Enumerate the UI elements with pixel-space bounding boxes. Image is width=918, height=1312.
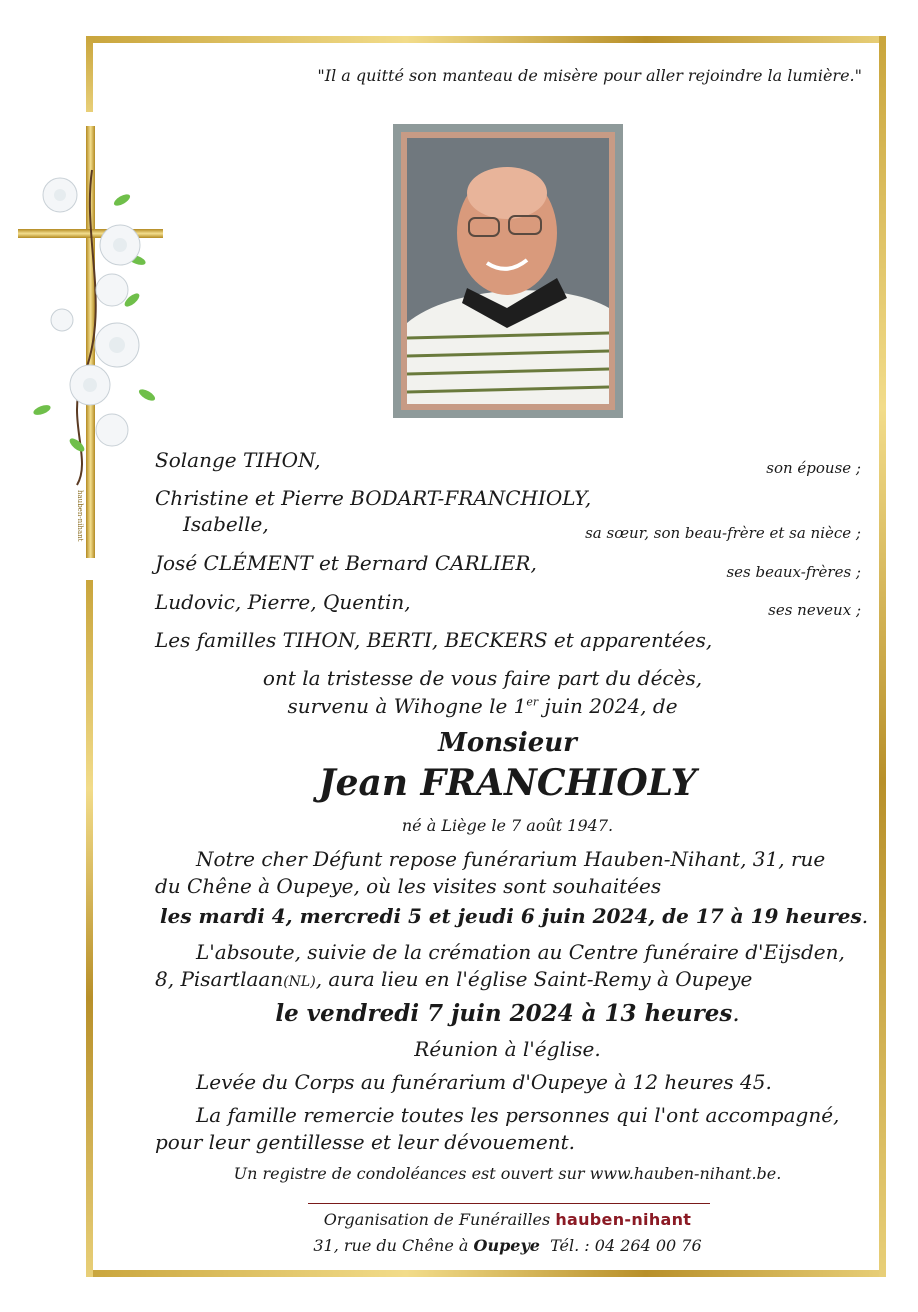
family-relation: ses neveux ; <box>768 601 861 619</box>
announce-line: survenu à Wihogne le 1er juin 2024, de <box>287 694 678 718</box>
family-line: Solange TIHON, <box>155 448 321 472</box>
ceremony-line: L'absoute, suivie de la crémation au Centre funéraire d'Eijsden, <box>196 940 845 964</box>
rest-line: du Chêne à Oupeye, où les visites sont souhaitées <box>155 874 662 898</box>
family-line: Isabelle, <box>183 512 269 536</box>
flowers-icon <box>22 160 162 490</box>
thanks-line: pour leur gentillesse et leur dévouement. <box>155 1130 576 1154</box>
frame-top-border <box>86 36 886 43</box>
family-relation: sa sœur, son beau-frère et sa nièce ; <box>585 524 861 542</box>
portrait-photo <box>407 138 609 404</box>
ceremony-date: le vendredi 7 juin 2024 à 13 heures. <box>275 1000 740 1027</box>
family-relation: son épouse ; <box>766 459 861 477</box>
frame-bottom-border <box>86 1270 886 1277</box>
meeting-note: Réunion à l'église. <box>414 1037 601 1061</box>
family-line: Ludovic, Pierre, Quentin, <box>155 590 411 614</box>
footer-address: 31, rue du Chêne à Oupeye Tél. : 04 264 00 76 <box>313 1236 702 1255</box>
deceased-title: Monsieur <box>438 728 577 758</box>
ceremony-line: 8, Pisartlaan(NL), aura lieu en l'église Saint-Remy à Oupeye <box>155 967 753 991</box>
visiting-hours: les mardi 4, mercredi 5 et jeudi 6 juin 2024, de 17 à 19 heures. <box>160 904 869 928</box>
thanks-line: La famille remercie toutes les personnes qui l'ont accompagné, <box>196 1103 840 1127</box>
rest-line: Notre cher Défunt repose funérarium Hauben-Nihant, 31, rue <box>196 847 826 871</box>
family-line: Les familles TIHON, BERTI, BECKERS et apparentées, <box>155 628 713 652</box>
family-line: Christine et Pierre BODART-FRANCHIOLY, <box>155 486 592 510</box>
family-relation: ses beaux-frères ; <box>726 563 861 581</box>
family-line: José CLÉMENT et Bernard CARLIER, <box>155 551 537 575</box>
footer-divider <box>308 1203 710 1204</box>
frame-right-border <box>879 36 886 1277</box>
levee-line: Levée du Corps au funérarium d'Oupeye à 12 heures 45. <box>196 1070 772 1094</box>
brand-logo: hauben-nihant <box>555 1210 692 1229</box>
announce-line: ont la tristesse de vous faire part du décès, <box>262 666 703 690</box>
birth-info: né à Liège le 7 août 1947. <box>401 816 614 835</box>
frame-left-border-bottom <box>86 580 93 1277</box>
deceased-name: Jean FRANCHIOLY <box>318 762 697 804</box>
cross-mark: hauben-nihant <box>76 490 84 542</box>
register-note: Un registre de condoléances est ouvert sur www.hauben-nihant.be. <box>233 1164 782 1183</box>
portrait-frame <box>393 124 623 418</box>
frame-left-border-top <box>86 36 93 112</box>
epitaph-quote: "Il a quitté son manteau de misère pour aller rejoindre la lumière." <box>317 66 862 85</box>
footer-org: Organisation de Funérailles hauben-nihant <box>323 1210 692 1229</box>
